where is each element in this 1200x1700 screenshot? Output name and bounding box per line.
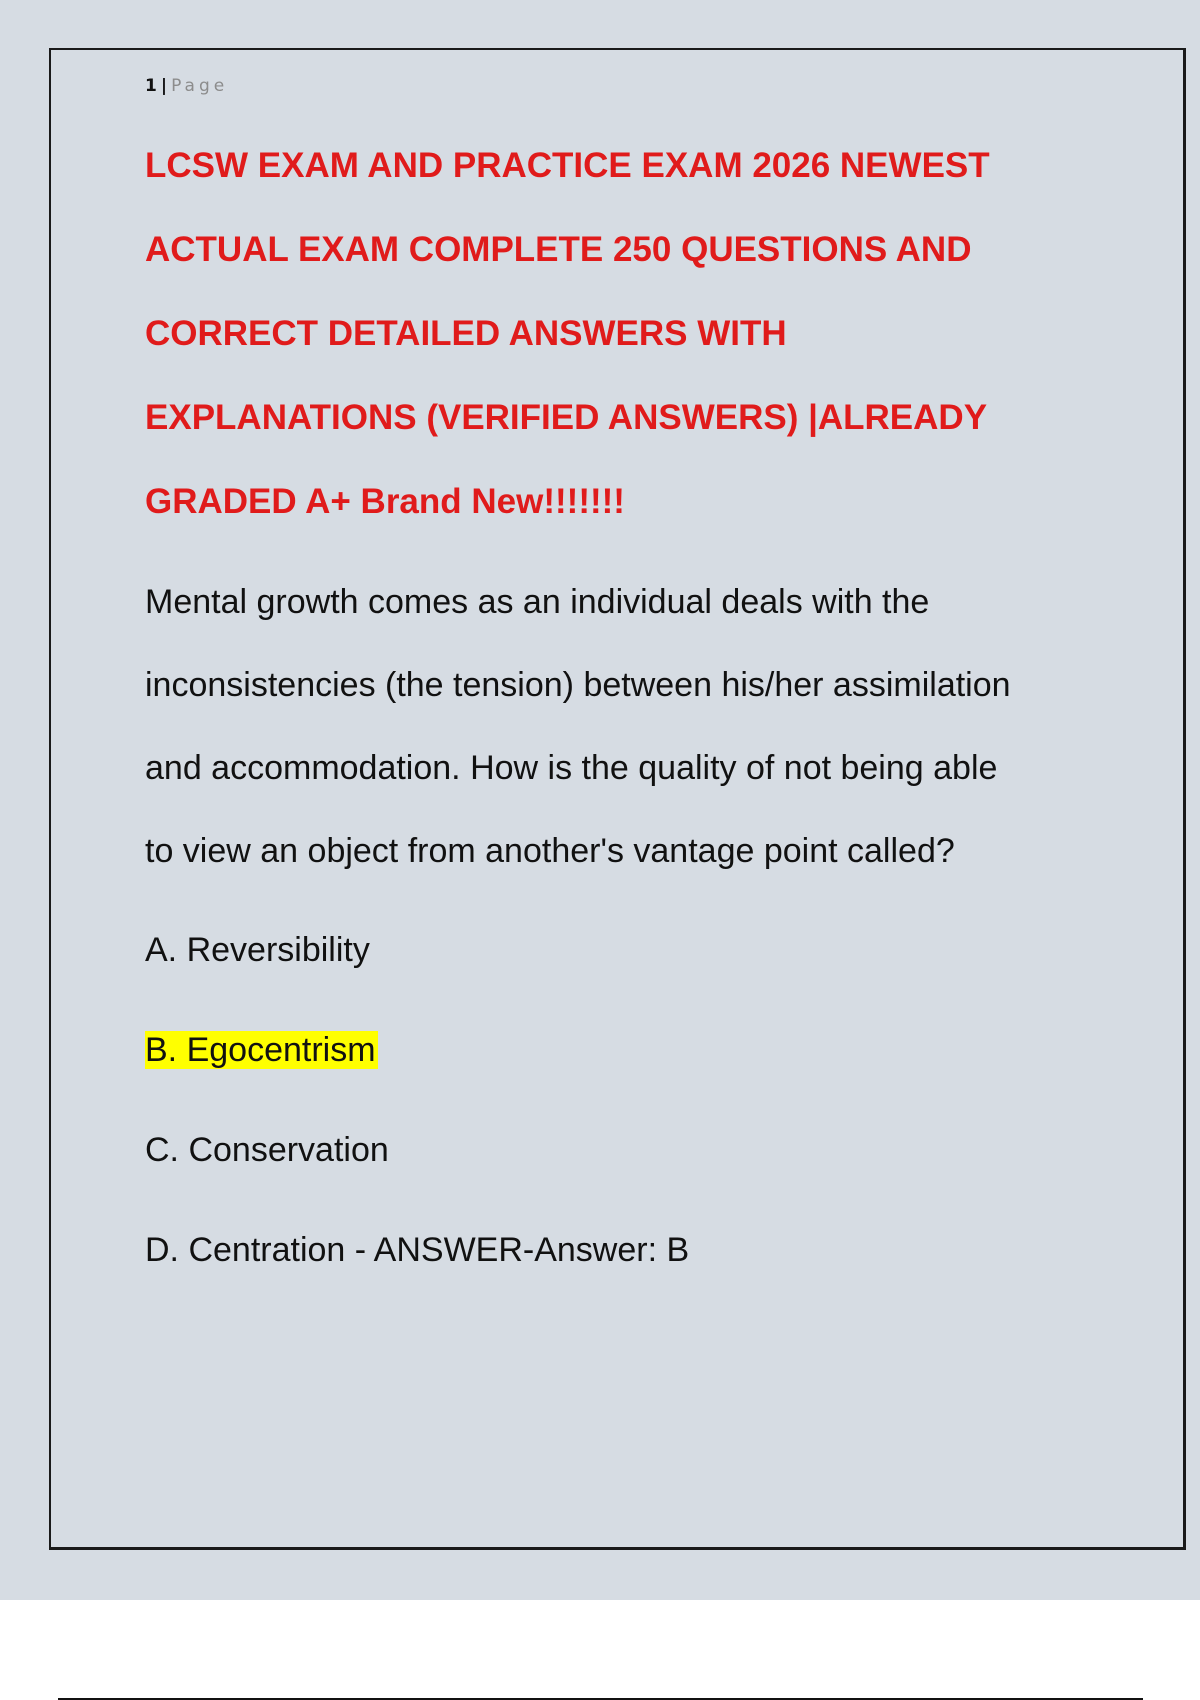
answer-option-c[interactable]: C. Conservation xyxy=(145,1131,389,1169)
title-line: GRADED A+ Brand New!!!!!!! xyxy=(145,482,625,521)
page-separator: | xyxy=(160,76,168,96)
highlighted-correct-answer: B. Egocentrism xyxy=(145,1031,376,1069)
question-text xyxy=(145,561,1105,893)
page-word: Page xyxy=(171,76,229,96)
title-line: ACTUAL EXAM COMPLETE 250 QUESTIONS AND xyxy=(145,230,972,269)
question-line: Mental growth comes as an individual deals with the xyxy=(145,583,930,621)
title-line: CORRECT DETAILED ANSWERS WITH xyxy=(145,314,787,353)
page-header xyxy=(145,74,228,98)
document-title xyxy=(145,124,1105,544)
title-line: EXPLANATIONS (VERIFIED ANSWERS) |ALREADY xyxy=(145,398,988,437)
answer-option-b[interactable] xyxy=(145,1026,378,1074)
page-number: 1 xyxy=(145,76,157,96)
question-line: and accommodation. How is the quality of not being able xyxy=(145,749,998,787)
answer-option-a[interactable]: A. Reversibility xyxy=(145,931,370,969)
question-line: to view an object from another's vantage point called? xyxy=(145,832,955,870)
title-line: LCSW EXAM AND PRACTICE EXAM 2026 NEWEST xyxy=(145,146,990,185)
answer-option-d[interactable]: D. Centration - ANSWER-Answer: B xyxy=(145,1231,690,1269)
question-line: inconsistencies (the tension) between his/her assimilation xyxy=(145,666,1011,704)
